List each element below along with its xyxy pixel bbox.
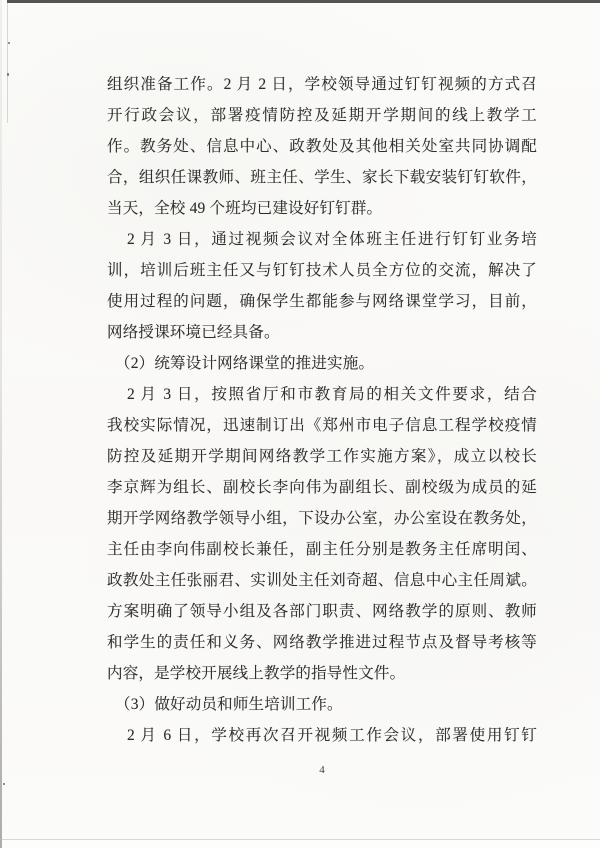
text-line: 和学生的责任和义务、网络教学推进过程节点及督导考核等 — [107, 634, 537, 651]
text-line: 方案明确了领导小组及各部门职责、网络教学的原则、教师 — [107, 603, 537, 620]
text-line: （2）统筹设计网络课堂的推进实施。 — [115, 355, 375, 372]
text-line: 期开学网络教学领导小组，下设办公室，办公室设在教务处， — [107, 510, 537, 527]
text-line: 训，培训后班主任又与钉钉技术人员全方位的交流，解决了 — [107, 262, 537, 279]
scan-edge-top — [7, 0, 600, 3]
scan-bottom-strip — [2, 840, 600, 848]
text-line: 组织准备工作。2 月 2 日，学校领导通过钉钉视频的方式召 — [107, 76, 537, 93]
text-line: 当天，全校 49 个班均已建设好钉钉群。 — [107, 200, 383, 217]
text-line: 政教处主任张丽君、实训处主任刘奇超、信息中心主任周斌。 — [107, 572, 537, 589]
document-body — [107, 69, 537, 751]
text-line: 2 月 6 日，学校再次召开视频工作会议，部署使用钉钉 — [127, 727, 537, 744]
text-line: 李京辉为组长、副校长李向伟为副组长、副校级为成员的延 — [107, 479, 537, 496]
scan-noise-speck — [7, 73, 9, 76]
scan-edge-left — [0, 0, 2, 848]
text-line: 2 月 3 日，按照省厅和市教育局的相关文件要求，结合 — [127, 386, 537, 403]
text-line: 合，组织任课教师、班主任、学生、家长下载安装钉钉软件， — [107, 169, 537, 186]
scan-paper-edge-shadow — [7, 3, 8, 123]
text-line: 作。教务处、信息中心、政教处及其他相关处室共同协调配 — [107, 138, 537, 155]
text-line: 防控及延期开学期间网络教学工作实施方案》，成立以校长 — [107, 448, 537, 465]
text-line: （3）做好动员和师生培训工作。 — [115, 696, 343, 713]
page-number: 4 — [319, 764, 325, 776]
text-line: 使用过程的问题，确保学生都能参与网络课堂学习，目前， — [107, 293, 537, 310]
scan-noise-speck — [3, 783, 5, 785]
text-line: 内容，是学校开展线上教学的指导性文件。 — [107, 665, 406, 682]
text-line: 网络授课环境已经具备。 — [107, 324, 280, 341]
text-line: 主任由李向伟副校长兼任，副主任分别是教务主任席明闰、 — [107, 541, 537, 558]
text-line: 我校实际情况，迅速制订出《郑州市电子信息工程学校疫情 — [107, 417, 537, 434]
text-line: 开行政会议，部署疫情防控及延期开学期间的线上教学工 — [107, 107, 537, 124]
text-line: 2 月 3 日，通过视频会议对全体班主任进行钉钉业务培 — [127, 231, 537, 248]
scan-noise-speck — [8, 42, 10, 44]
